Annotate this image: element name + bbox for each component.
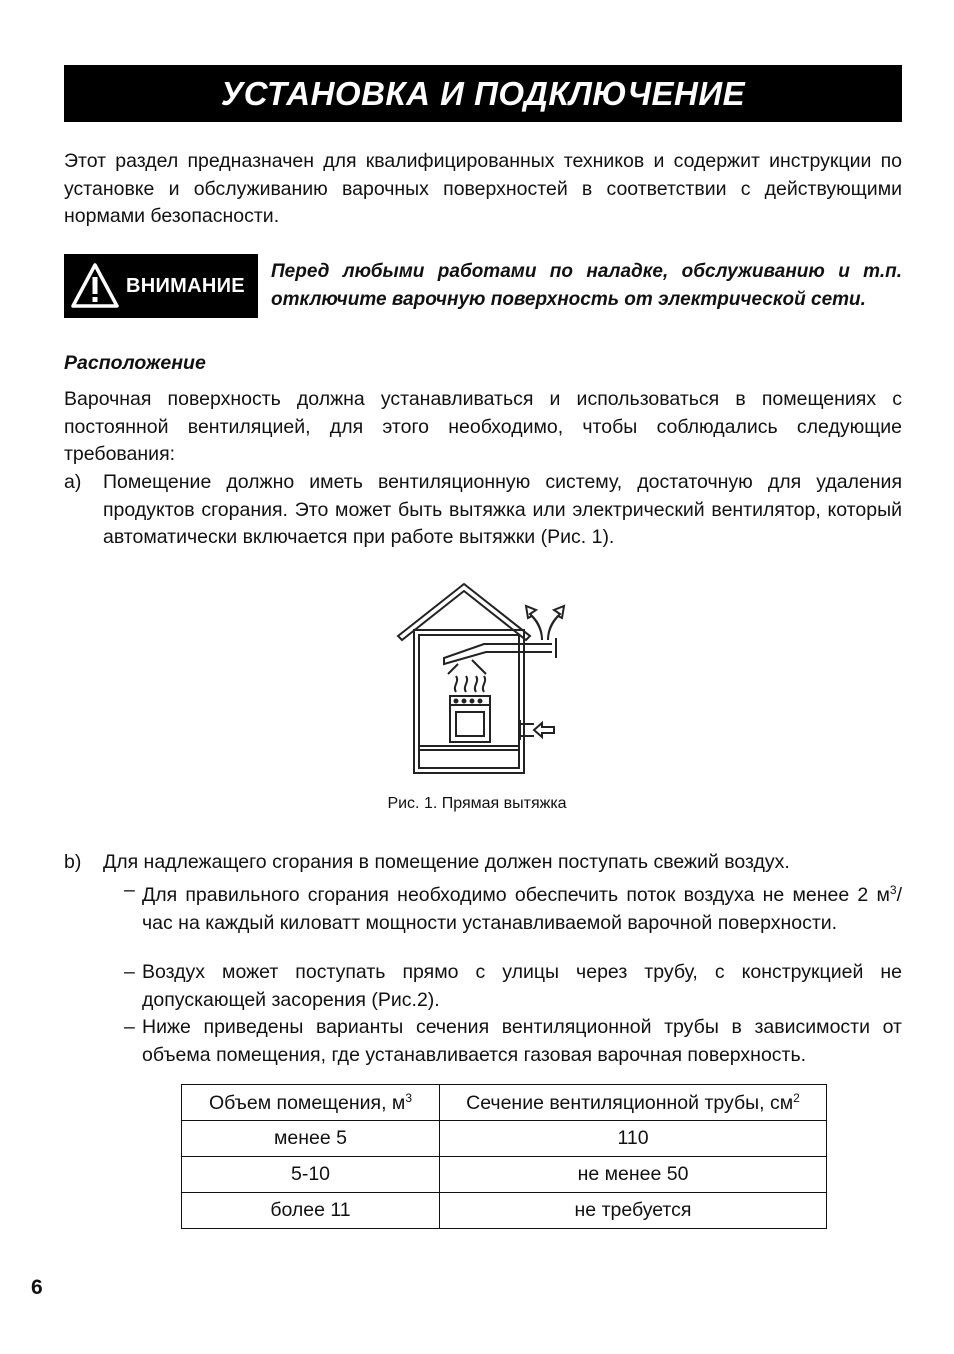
table-cell: 5-10 [182, 1157, 440, 1193]
bullet-item [124, 877, 902, 960]
superscript: 3 [889, 883, 897, 897]
bullet-item [124, 959, 902, 1015]
bullet-text: Ниже приведены варианты сечения вентиляционной трубы в зависимости от объема помещения, где устанавливается газовая варочная поверхность. [142, 1016, 902, 1066]
bullet-marker: – [124, 879, 135, 901]
table-row [182, 1121, 827, 1157]
bullet-marker: – [124, 1016, 135, 1038]
table-header-volume: Объем помещения, $м^3$ [182, 1085, 440, 1121]
warning-label: ВНИМАНИЕ [126, 274, 245, 297]
list-text-a: Помещение должно иметь вентиляционную систему, достаточную для удаления продуктов сгорания. Это может быть вытяжка или электрический вентилятор, который автоматически включается при работе вытяжки (Рис. 1). [103, 471, 902, 548]
list-item-a [64, 469, 902, 552]
page-number: 6 [31, 1276, 43, 1299]
table-cell: 110 [440, 1121, 827, 1157]
list-text-b: Для надлежащего сгорания в помещение должен поступать свежий воздух. [103, 851, 790, 873]
section-intro [64, 386, 902, 469]
table-cell: не менее 50 [440, 1157, 827, 1193]
list-marker-a: a) [64, 471, 82, 493]
table-cell: не требуется [440, 1193, 827, 1229]
intro-text: Этот раздел предназначен для квалифицированных техников и содержит инструкции по установке и обслуживанию варочных поверхностей в соответствии с действующими нормами безопасности. [64, 150, 902, 227]
page-title: УСТАНОВКА И ПОДКЛЮЧЕНИЕ [64, 65, 902, 122]
section-intro-text: Варочная поверхность должна устанавливаться и использоваться в помещениях с постоянной вентиляцией, для этого необходимо, чтобы соблюдались следующие требования: [64, 388, 902, 465]
bullet-item [124, 1014, 902, 1070]
bullet-text-pre: Для правильного сгорания необходимо обеспечить поток воздуха не менее 2 м [142, 884, 890, 906]
table-cell: более 11 [182, 1193, 440, 1229]
bullet-text-post: /час на каждый киловатт мощности устанавливаемой варочной поверхности. [142, 884, 902, 934]
bullet-text: Воздух может поступать прямо с улицы через трубу, с конструкцией не допускающей засорения (Рис.2). [142, 961, 902, 1011]
bullet-text [142, 877, 902, 937]
list-marker-b: b) [64, 851, 82, 873]
table-header-section: Сечение вентиляционной трубы, $см^2$ [440, 1085, 827, 1121]
table-header-row [182, 1085, 827, 1121]
warning-triangle-icon [70, 262, 120, 310]
table-row [182, 1157, 827, 1193]
warning-badge [64, 254, 258, 318]
warning-text: Перед любыми работами по наладке, обслуживанию и т.п. отключите варочную поверхность от электрической сети. [271, 261, 902, 310]
list-item-b [64, 849, 902, 877]
intro-paragraph [64, 148, 902, 231]
ventilation-figure [396, 578, 576, 778]
table-cell: менее 5 [182, 1121, 440, 1157]
section-title: Расположение [64, 352, 206, 374]
figure-caption: Рис. 1. Прямая вытяжка [387, 795, 567, 812]
bullet-marker: – [124, 961, 135, 983]
ventilation-table [181, 1084, 827, 1229]
table-row [182, 1193, 827, 1229]
